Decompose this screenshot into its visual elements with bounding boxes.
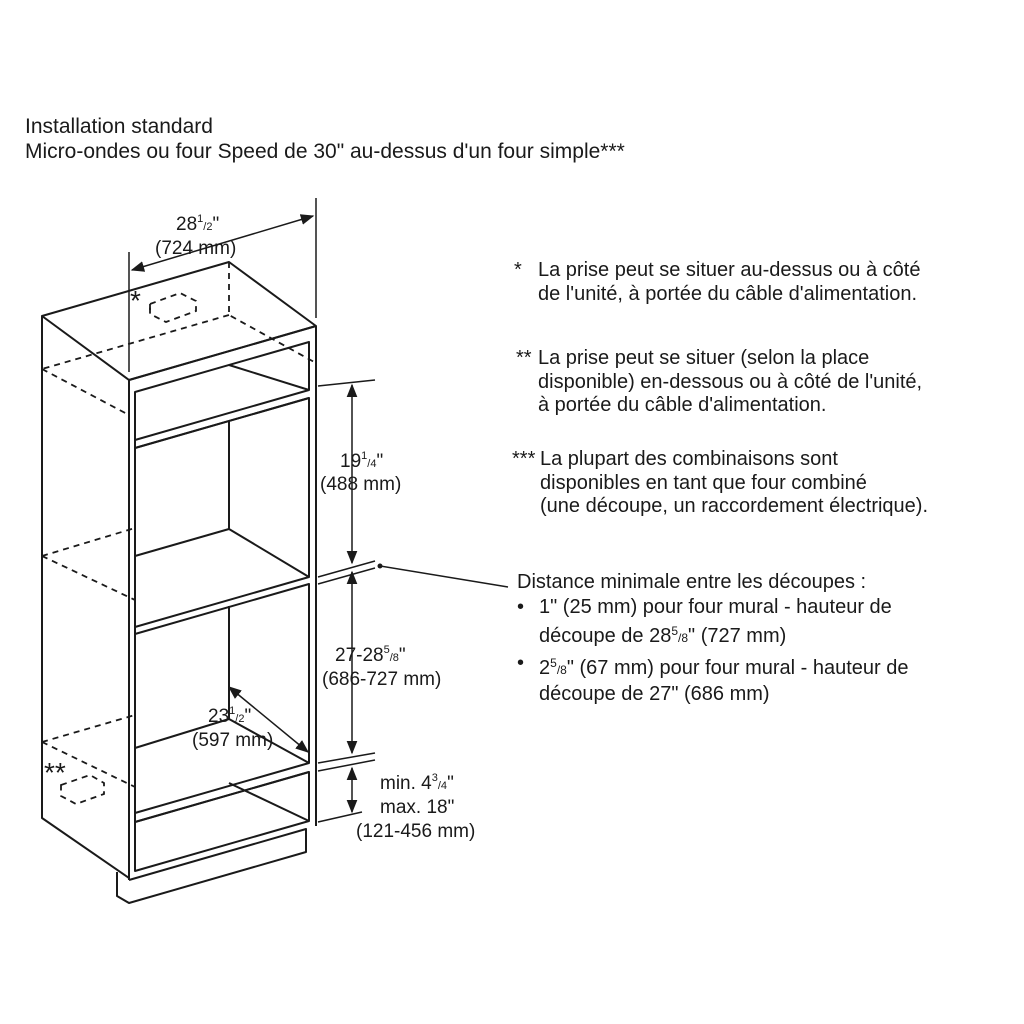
note-line: à portée du câble d'alimentation.: [538, 394, 827, 416]
item-2-frac: /8: [556, 662, 567, 677]
note-line: La plupart des combinaisons sont: [540, 448, 838, 470]
upper-cutout-shelf: [135, 342, 309, 440]
note-mark: ***: [512, 448, 536, 470]
note-mark: *: [514, 259, 522, 281]
item-1-sup: 5: [671, 624, 679, 638]
bottom-outlet-box: [61, 775, 104, 804]
leader-dot: [378, 564, 383, 569]
upper-height-unit: ": [376, 451, 384, 472]
item-1-tail: " (727 mm): [688, 625, 787, 647]
item-1-line-1: 1" (25 mm) pour four mural - hauteur de: [539, 595, 892, 618]
bullet-glyph: •: [517, 651, 525, 674]
upper-height-frac: /4: [367, 458, 377, 470]
base-min-unit: ": [447, 773, 454, 794]
item-1-frac: /8: [678, 631, 689, 645]
depth-frac: /2: [235, 713, 245, 725]
note-line: disponibles en tant que four combiné: [540, 471, 867, 494]
lower-height-whole: 27-28: [335, 645, 384, 666]
depth-sup: 1: [229, 705, 236, 717]
distance-leader-line: [380, 566, 508, 587]
depth-metric-label: (597 mm): [192, 730, 274, 751]
note-line: de l'unité, à portée du câble d'alimentation.: [538, 282, 918, 305]
item-2-text: 2: [539, 656, 551, 679]
note-line: La prise peut se situer au-dessus ou à côté: [538, 259, 921, 281]
lower-height-frac: /8: [389, 652, 399, 664]
note-mark: **: [516, 347, 532, 369]
title-line-1: Installation standard: [25, 115, 213, 138]
width-metric-label: (724 mm): [155, 238, 237, 259]
width-sup: 1: [197, 213, 204, 225]
base-min-frac: /4: [437, 780, 448, 792]
upper-height-label: [340, 450, 383, 472]
base-min-sup: 3: [431, 772, 438, 784]
base-min-label: [380, 772, 454, 794]
depth-label: [208, 705, 251, 727]
base-shelf: [135, 772, 309, 871]
lower-height-sup: 5: [383, 644, 390, 656]
depth-whole: 23: [208, 706, 230, 727]
upper-height-metric-label: (488 mm): [320, 474, 402, 495]
bottom-outlet-mark: **: [44, 757, 66, 788]
lower-height-metric-label: (686-727 mm): [322, 669, 442, 690]
depth-unit: ": [244, 706, 252, 727]
width-whole: 28: [176, 214, 198, 235]
top-outlet-mark: *: [130, 285, 141, 316]
base-metric-label: (121-456 mm): [356, 821, 476, 842]
cutout-distance-heading: Distance minimale entre les découpes :: [517, 571, 867, 593]
upper-height-sup: 1: [361, 450, 368, 462]
top-outlet-box: [150, 293, 196, 322]
note-line: (une découpe, un raccordement électrique).: [540, 495, 929, 517]
cabinet-top-face: [42, 262, 316, 380]
lower-height-label: [335, 644, 406, 666]
note-line: disponible) en-dessous ou à côté de l'unité,: [538, 370, 923, 393]
item-2-sup: 5: [550, 655, 557, 670]
width-unit: ": [212, 214, 220, 235]
width-label: [176, 213, 219, 235]
lower-height-unit: ": [398, 645, 406, 666]
note-line: La prise peut se situer (selon la place: [538, 347, 870, 369]
cabinet-left-side: [42, 316, 129, 878]
width-frac: /2: [203, 221, 213, 233]
base-min-text: min. 4: [380, 773, 432, 794]
upper-height-whole: 19: [340, 451, 362, 472]
base-max-label: max. 18": [380, 797, 455, 818]
item-2-tail: " (67 mm) pour four mural - hauteur de: [566, 656, 909, 679]
bullet-glyph: •: [517, 595, 525, 618]
item-2-line-2: découpe de 27" (686 mm): [539, 683, 770, 705]
cabinet-plinth: [117, 829, 306, 903]
title-line-2: Micro-ondes ou four Speed de 30" au-dessus d'un four simple***: [25, 140, 625, 163]
item-1-text: découpe de 28: [539, 625, 672, 647]
